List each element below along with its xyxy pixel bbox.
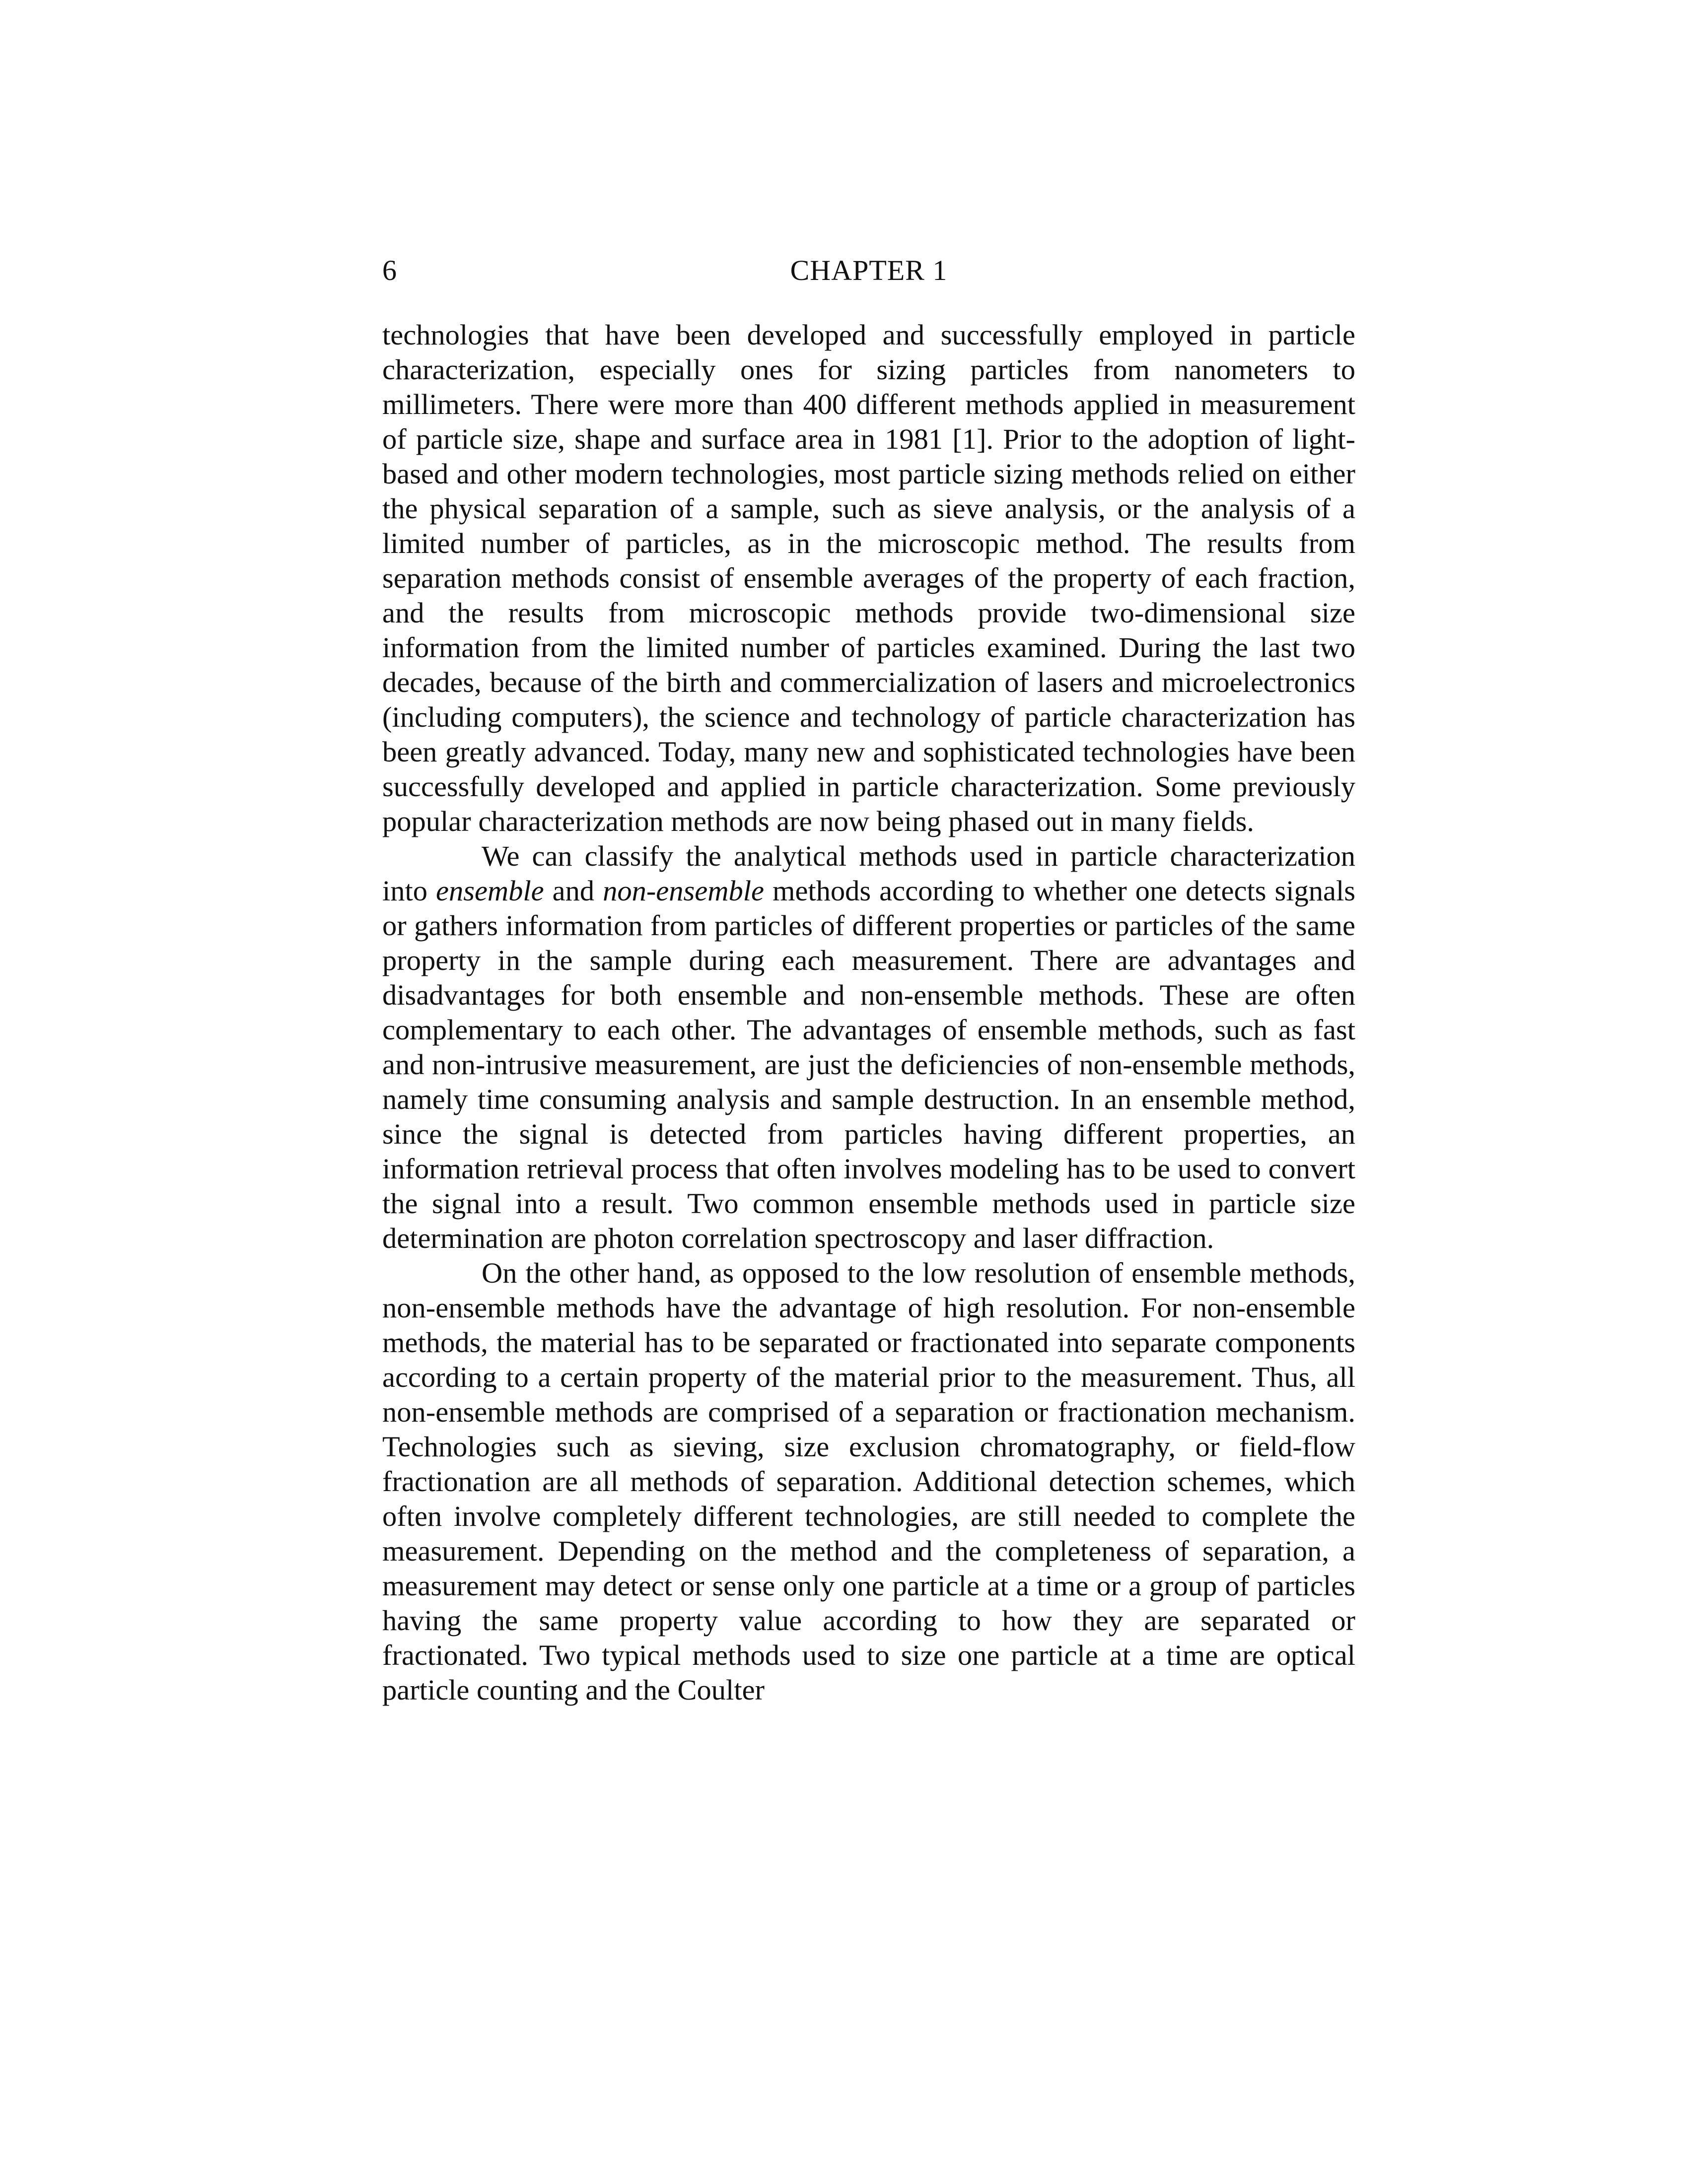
term-ensemble: ensemble	[435, 875, 544, 907]
page-number: 6	[382, 254, 397, 286]
paragraph-2-text-3: methods according to whether one detects signals or gathers information from particles of different properties or particles of the same property in the sample during each measurement. There are advantages and disadvantages for both ensemble and non-ensemble methods. These are often complementary to each other. The advantages of ensemble methods, such as fast and non-intrusive measurement, are just the deficiencies of non-ensemble methods, namely time consuming analysis and sample destruction. In an ensemble method, since the signal is detected from particles having different properties, an information retrieval process that often involves modeling has to be used to convert the signal into a result. Two common ensemble methods used in particle size determination are photon correlation spectroscopy and laser diffraction.	[382, 875, 1355, 1254]
chapter-title: CHAPTER 1	[790, 254, 948, 286]
paragraph-3: On the other hand, as opposed to the low resolution of ensemble methods, non-ensemble methods have the advantage of high resolution. For non-ensemble methods, the material has to be separated or fractionated into separate components according to a certain property of the material prior to the measurement. Thus, all non-ensemble methods are comprised of a separation or fractionation mechanism. Technologies such as sieving, size exclusion chromatography, or field-flow fractionation are all methods of separation. Additional detection schemes, which often involve completely different technologies, are still needed to complete the measurement. Depending on the method and the completeness of separation, a measurement may detect or sense only one particle at a time or a group of particles having the same property value according to how they are separated or fractionated. Two typical methods used to size one particle at a time are optical particle counting and the Coulter	[382, 1257, 1355, 1706]
term-non-ensemble: non-ensemble	[603, 875, 764, 907]
paragraph-2-text-1: We can classify the analytical methods used in particle characterization into	[382, 840, 1355, 907]
paragraph-1: technologies that have been developed and successfully employed in particle characterization, especially ones for sizing particles from nanometers to millimeters. There were more than 400 different methods applied in measurement of particle size, shape and surface area in 1981 [1]. Prior to the adoption of light-based and other modern technologies, most particle sizing methods relied on either the physical separation of a sample, such as sieve analysis, or the analysis of a limited number of particles, as in the microscopic method. The results from separation methods consist of ensemble averages of the property of each fraction, and the results from microscopic methods provide two-dimensional size information from the limited number of particles examined. During the last two decades, because of the birth and commercialization of lasers and microelectronics (including computers), the science and technology of particle characterization has been greatly advanced. Today, many new and sophisticated technologies have been successfully developed and applied in particle characterization. Some previously popular characterization methods are now being phased out in many fields.	[382, 319, 1355, 837]
body-text	[382, 318, 1355, 1707]
running-header	[382, 248, 1355, 293]
paragraph-2-text-2: and	[544, 875, 603, 907]
paragraph-2	[382, 839, 1355, 1256]
